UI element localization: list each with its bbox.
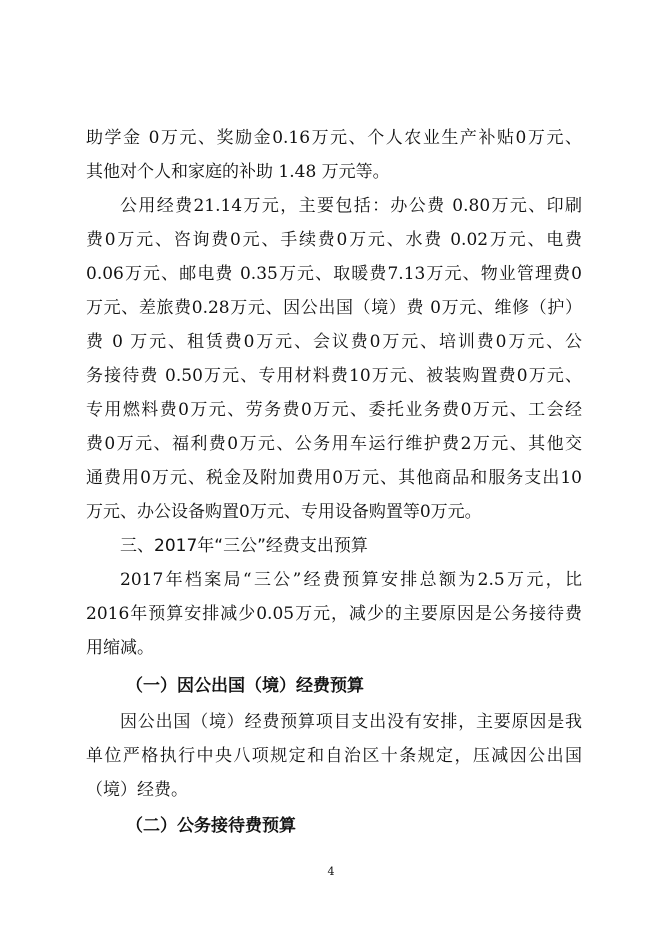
text-line: 单位严格执行中央八项规定和自治区十条规定，压减因公出国 xyxy=(86,746,582,766)
subsection-heading: （二）公务接待费预算 xyxy=(126,816,296,836)
text-line: 0.06万元、邮电费 0.35万元、取暖费7.13万元、物业管理费0 xyxy=(86,264,582,284)
text-line: 费0万元、咨询费0元、手续费0万元、水费 0.02万元、电费 xyxy=(86,230,582,250)
text-line: 万元、办公设备购置0万元、专用设备购置等0万元。 xyxy=(86,502,482,522)
text-line: 专用燃料费0万元、劳务费0万元、委托业务费0万元、工会经 xyxy=(86,400,582,420)
text-line: （境）经费。 xyxy=(86,780,188,800)
text-line: 助学金 0万元、奖励金0.16万元、个人农业生产补贴0万元、 xyxy=(86,128,582,148)
text-line: 用缩减。 xyxy=(86,638,154,658)
page-number: 4 xyxy=(327,865,335,878)
text-line: 因公出国（境）经费预算项目支出没有安排，主要原因是我 xyxy=(120,712,582,732)
text-line: 通费用0万元、税金及附加费用0万元、其他商品和服务支出10 xyxy=(86,468,582,488)
text-line: 费 0 万元、租赁费0万元、会议费0万元、培训费0万元、公 xyxy=(86,332,582,352)
section-heading: 三、2017年“三公”经费支出预算 xyxy=(120,536,368,556)
text-line: 其他对个人和家庭的补助 1.48 万元等。 xyxy=(86,162,390,182)
text-line: 万元、差旅费0.28万元、因公出国（境）费 0万元、维修（护） xyxy=(86,298,582,318)
text-line: 公用经费21.14万元，主要包括：办公费 0.80万元、印刷 xyxy=(120,196,582,216)
subsection-heading: （一）因公出国（境）经费预算 xyxy=(126,676,364,696)
text-line: 务接待费 0.50万元、专用材料费10万元、被装购置费0万元、 xyxy=(86,366,582,386)
text-line: 费0万元、福利费0万元、公务用车运行维护费2万元、其他交 xyxy=(86,434,582,454)
text-line: 2016年预算安排减少0.05万元，减少的主要原因是公务接待费 xyxy=(86,604,582,624)
text-line: 2017年档案局“三公”经费预算安排总额为2.5万元，比 xyxy=(120,570,582,590)
